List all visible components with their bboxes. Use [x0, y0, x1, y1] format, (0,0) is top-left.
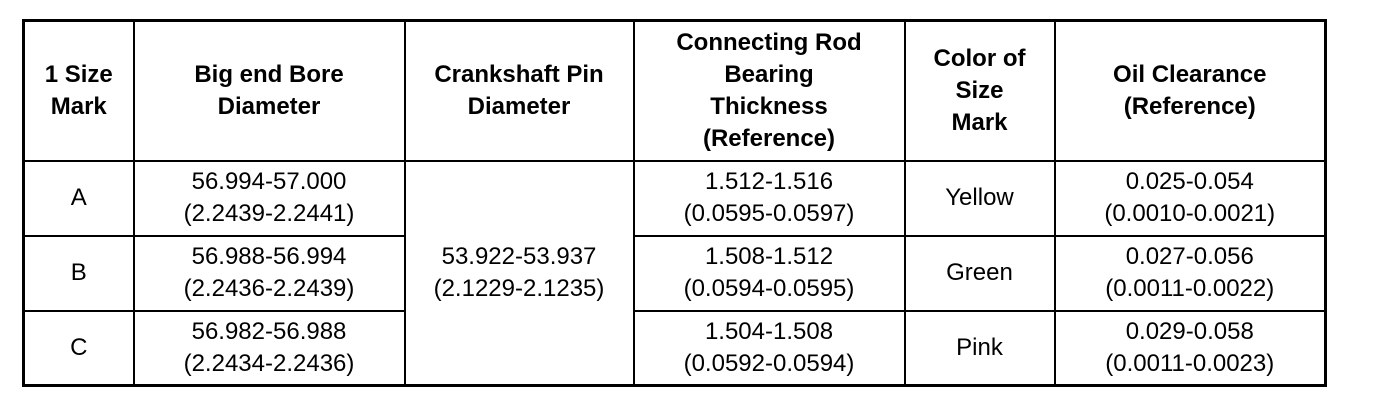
table-row — [24, 236, 1326, 311]
header-color-of-size-mark: Color of Size Mark — [905, 21, 1055, 161]
bore-diameter-cell: 56.982-56.988 (2.2434-2.2436) — [134, 311, 405, 386]
color-cell: Yellow — [905, 161, 1055, 236]
bearing-thickness-cell: 1.504-1.508 (0.0592-0.0594) — [634, 311, 905, 386]
table-row — [24, 161, 1326, 236]
bore-diameter-cell: 56.994-57.000 (2.2439-2.2441) — [134, 161, 405, 236]
size-mark-cell: C — [24, 311, 134, 386]
color-cell: Green — [905, 236, 1055, 311]
oil-clearance-cell: 0.029-0.058 (0.0011-0.0023) — [1055, 311, 1326, 386]
header-size-mark: 1 Size Mark — [24, 21, 134, 161]
header-row — [24, 21, 1326, 161]
crankshaft-pin-cell: 53.922-53.937 (2.1229-2.1235) — [405, 161, 634, 386]
header-big-end-bore: Big end Bore Diameter — [134, 21, 405, 161]
header-bearing-thickness: Connecting Rod Bearing Thickness (Reference) — [634, 21, 905, 161]
bearing-spec-table — [22, 19, 1327, 387]
color-cell: Pink — [905, 311, 1055, 386]
oil-clearance-cell: 0.027-0.056 (0.0011-0.0022) — [1055, 236, 1326, 311]
header-oil-clearance: Oil Clearance (Reference) — [1055, 21, 1326, 161]
oil-clearance-cell: 0.025-0.054 (0.0010-0.0021) — [1055, 161, 1326, 236]
table-row — [24, 311, 1326, 386]
bearing-thickness-cell: 1.512-1.516 (0.0595-0.0597) — [634, 161, 905, 236]
size-mark-cell: B — [24, 236, 134, 311]
header-crankshaft-pin: Crankshaft Pin Diameter — [405, 21, 634, 161]
bore-diameter-cell: 56.988-56.994 (2.2436-2.2439) — [134, 236, 405, 311]
bearing-thickness-cell: 1.508-1.512 (0.0594-0.0595) — [634, 236, 905, 311]
size-mark-cell: A — [24, 161, 134, 236]
